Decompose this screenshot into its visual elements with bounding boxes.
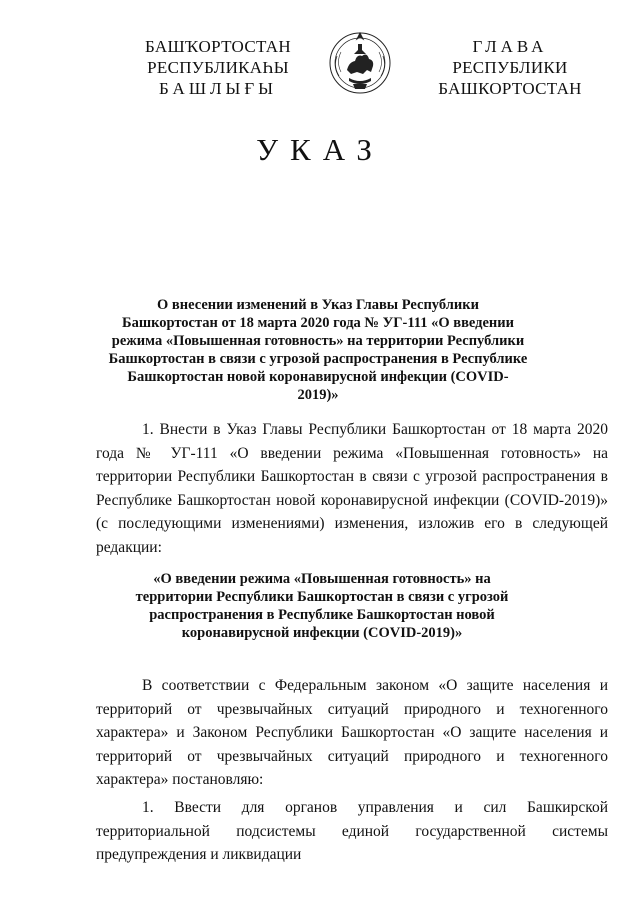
new-edition-title: «О введении режима «Повышенная готовность» на территории Республики Башкортостан в связи с угрозой распространения в Республике Башкортостан новой коронавирусной инфекции (COVID-2019)» xyxy=(135,571,509,641)
paragraph-item-1: 1. Ввести для органов управления и сил Башкирской территориальной подсистемы единой государственной системы предупреждения и ликвидации xyxy=(96,799,608,864)
header-russian-line-2: РЕСПУБЛИКИ xyxy=(452,58,568,77)
header-bashkir-line-1: БАШҠОРТОСТАН xyxy=(145,37,291,56)
paragraph-1: 1. Внести в Указ Главы Республики Башкортостан от 18 марта 2020 года № УГ-111 «О введении режима «Повышенная готовность» на территории Республики Башкортостан в связи с угрозой распространения в Республике Башкортостан новой коронавирусной инфекции (COVID-2019)» (с последующими изменениями) изменения, изложив его в следующей редакции: xyxy=(96,421,608,556)
header-russian xyxy=(412,36,608,99)
bashkortostan-coat-of-arms-icon xyxy=(327,26,393,100)
header-bashkir-line-3: БАШЛЫҒЫ xyxy=(159,79,277,98)
paragraph-preamble: В соответствии с Федеральным законом «О защите населения и территорий от чрезвычайных ситуаций природного и техногенного характера» и Законом Республики Башкортостан «О защите населения и территорий от чрезвычайных ситуаций природного и техногенного характера» постановляю: xyxy=(96,677,608,789)
document-type: УКАЗ xyxy=(256,132,384,167)
document-title: О внесении изменений в Указ Главы Республики Башкортостан от 18 марта 2020 года № УГ-111 «О введении режима «Повышенная готовность» на территории Республики Башкортостан в связи с угрозой распространения в Республике Башкортостан новой коронавирусной инфекции (COVID-2019)» xyxy=(108,297,528,403)
header-russian-line-1: ГЛАВА xyxy=(472,37,548,56)
header-russian-line-3: БАШКОРТОСТАН xyxy=(438,79,582,98)
header-bashkir xyxy=(118,36,318,99)
header-bashkir-line-2: РЕСПУБЛИКАҺЫ xyxy=(147,58,289,77)
